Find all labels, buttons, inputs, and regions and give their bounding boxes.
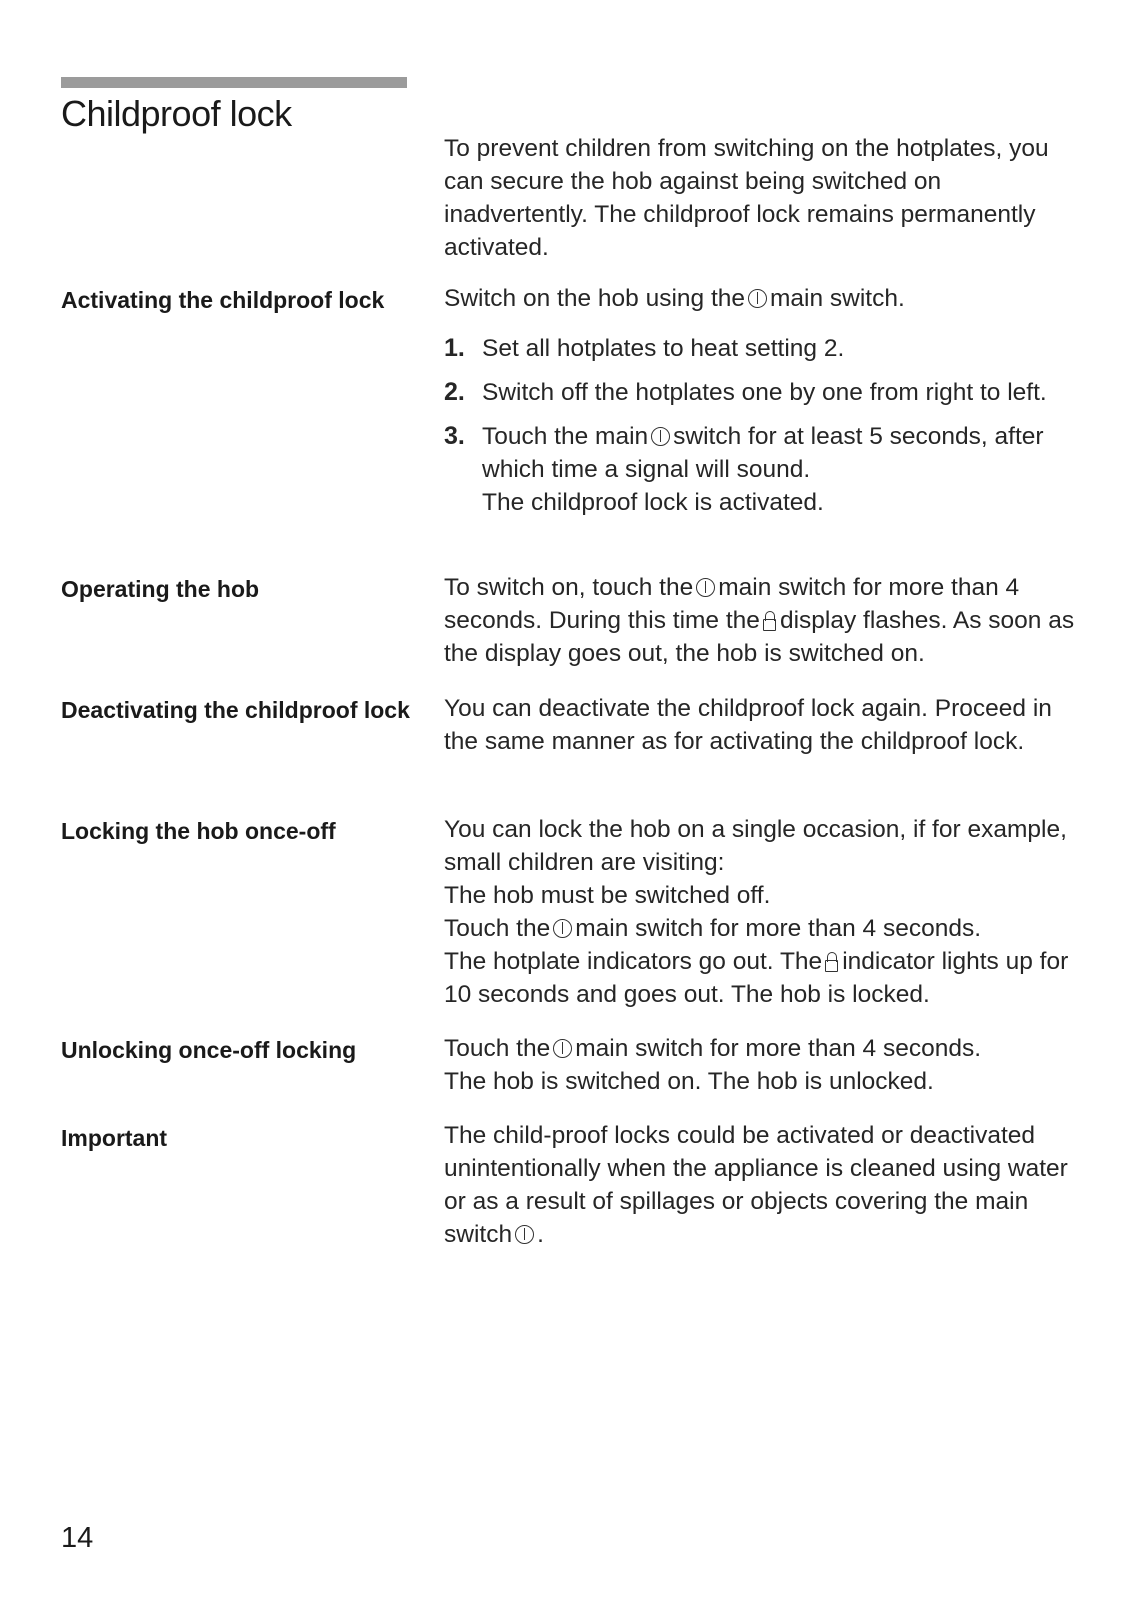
locking-once-line-2: The hob must be switched off. xyxy=(444,882,771,909)
operating-part-1: To switch on, touch the xyxy=(444,574,694,601)
activating-body xyxy=(444,282,1084,530)
section-heading-locking-once: Locking the hob once-off xyxy=(61,818,336,844)
step-number: 3. xyxy=(444,422,465,450)
locking-once-line-3 xyxy=(444,912,1084,945)
activating-lead xyxy=(444,282,1084,315)
locking-once-line-4-after: indicator lights up for 10 seconds and goes out. The hob is locked. xyxy=(444,948,1069,1008)
lock-icon xyxy=(763,611,777,631)
step-number: 2. xyxy=(444,378,465,406)
important-text xyxy=(444,1119,1084,1251)
step-text: Set all hotplates to heat setting 2. xyxy=(482,335,845,362)
step-text: Switch off the hotplates one by one from right to left. xyxy=(482,379,1047,406)
section-heading-important: Important xyxy=(61,1125,168,1151)
power-switch-icon xyxy=(553,919,572,938)
intro-text: To prevent children from switching on the hotplates, you can secure the hob against being switched on inadvertently. The childproof lock remains permanently activated. xyxy=(444,135,1049,261)
operating-part-2: main switch for more than 4 seconds. During this time the xyxy=(444,574,1020,634)
step-2 xyxy=(444,376,1084,409)
step-3 xyxy=(444,420,1084,519)
page-number: 14 xyxy=(61,1522,94,1554)
important-text-end: . xyxy=(537,1221,544,1248)
unlocking-once-body xyxy=(444,1032,1084,1098)
important-text-main: The child-proof locks could be activated or deactivated unintentionally when the appliance is cleaned using water or as a result of spillages or objects covering the main switch xyxy=(444,1122,1068,1248)
locking-once-line-4 xyxy=(444,945,1084,1011)
page-title: Childproof lock xyxy=(61,93,292,134)
locking-once-line-4-before: The hotplate indicators go out. The xyxy=(444,948,823,975)
step-3-after: switch for at least 5 seconds, after which time a signal will sound. xyxy=(482,423,1044,483)
power-switch-icon xyxy=(515,1225,534,1244)
unlocking-line-1-before: Touch the xyxy=(444,1035,551,1062)
section-heading-deactivating: Deactivating the childproof lock xyxy=(61,697,410,723)
activating-lead-after: main switch. xyxy=(770,285,905,312)
power-switch-icon xyxy=(696,578,715,597)
section-heading-activating: Activating the childproof lock xyxy=(61,287,385,313)
activating-lead-before: Switch on the hob using the xyxy=(444,285,746,312)
deactivating-text: You can deactivate the childproof lock again. Proceed in the same manner as for activating the childproof lock. xyxy=(444,695,1052,755)
section-heading-operating: Operating the hob xyxy=(61,576,260,602)
section-heading-unlocking-once: Unlocking once-off locking xyxy=(61,1037,357,1063)
unlocking-line-1-after: main switch for more than 4 seconds. xyxy=(575,1035,982,1062)
locking-once-line-3-after: main switch for more than 4 seconds. xyxy=(575,915,982,942)
unlocking-line-1 xyxy=(444,1032,1084,1065)
important-body xyxy=(444,1119,1084,1251)
step-3-before: Touch the main xyxy=(482,423,649,450)
step-1 xyxy=(444,332,1084,365)
locking-once-line-1: You can lock the hob on a single occasion, if for example, small children are visiting: xyxy=(444,816,1067,876)
locking-once-body xyxy=(444,813,1084,1011)
power-switch-icon xyxy=(651,427,670,446)
intro-paragraph xyxy=(444,132,1084,264)
deactivating-body xyxy=(444,692,1084,758)
step-3-result: The childproof lock is activated. xyxy=(482,489,824,516)
unlocking-line-2: The hob is switched on. The hob is unlocked. xyxy=(444,1068,934,1095)
heading-rule xyxy=(61,77,407,88)
step-text xyxy=(482,420,1084,519)
operating-part-3: display flashes. As soon as the display goes out, the hob is switched on. xyxy=(444,607,1075,667)
operating-text xyxy=(444,571,1084,670)
power-switch-icon xyxy=(553,1039,572,1058)
operating-body xyxy=(444,571,1084,670)
step-number: 1. xyxy=(444,334,465,362)
power-switch-icon xyxy=(748,289,767,308)
lock-icon xyxy=(825,952,839,972)
locking-once-line-3-before: Touch the xyxy=(444,915,551,942)
